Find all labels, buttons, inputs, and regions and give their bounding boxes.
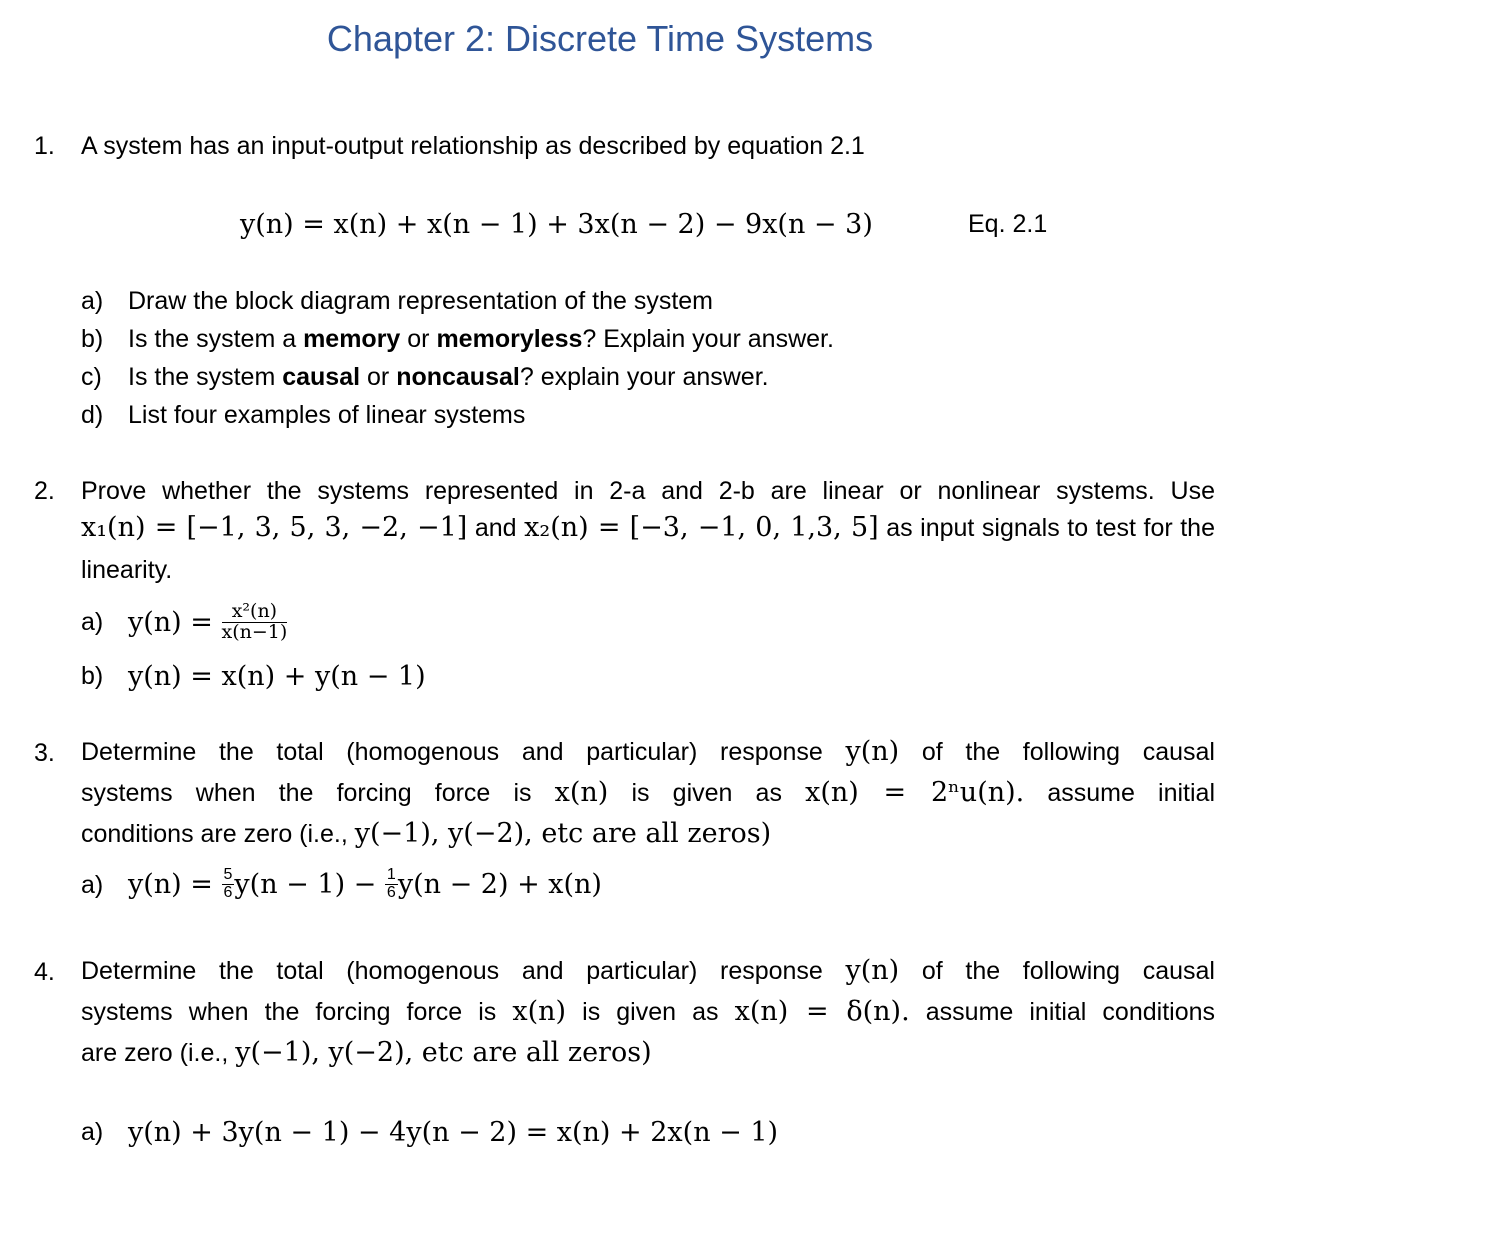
q3-part-a-label: a) <box>81 871 104 899</box>
q2-part-a-fraction: $\frac{\text{x²(n)}}{x(n-1)}$ <box>221 599 288 643</box>
q1-equation-label: Eq. 2.1 <box>968 210 1048 238</box>
q1-part-a-label: a) <box>81 287 104 315</box>
q3-part-a-equation: y(n) = $\frac{5}{6}$ y(n − 1) − $\frac{1}{6}$ y(n − 2) + x(n) <box>128 865 602 901</box>
q1-part-a: Draw the block diagram representation of the system <box>128 287 713 315</box>
q1-equation: y(n) = x(n) + x(n − 1) + 3x(n − 2) − 9x(n − 3) <box>240 209 873 240</box>
q2-part-b-label: b) <box>81 662 104 690</box>
q2-part-a-equation: y(n) = $\frac{\text{x²(n)}}{x(n-1)}$ <box>128 599 288 643</box>
q4-part-a-label: a) <box>81 1118 104 1146</box>
q2-part-a-label: a) <box>81 608 104 636</box>
q4-line-1: Determine the total (homogenous and particular) response y(n) of the following causal <box>81 955 1215 986</box>
q1-part-b-label: b) <box>81 325 104 353</box>
q2-part-b-equation: y(n) = x(n) + y(n − 1) <box>128 661 426 692</box>
q1-number: 1. <box>34 132 55 160</box>
q4-line-3: are zero (i.e., y(−1), y(−2), etc are all zeros) <box>81 1037 652 1068</box>
q3-fraction-5-6: $\frac{5}{6}$ <box>223 865 233 901</box>
q3-line-3: conditions are zero (i.e., y(−1), y(−2), etc are all zeros) <box>81 818 772 849</box>
q2-line-2: x₁(n) = [−1, 3, 5, 3, −2, −1] and x₂(n) = [−3, −1, 0, 1,3, 5] as input signals to test for the <box>81 512 1215 543</box>
q2-x2: x₂(n) = [−3, −1, 0, 1,3, 5] <box>524 512 879 543</box>
q1-part-b: Is the system a memory or memoryless? Explain your answer. <box>128 325 834 353</box>
q1-part-c-label: c) <box>81 363 102 391</box>
q2-number: 2. <box>34 477 55 505</box>
page-title: Chapter 2: Discrete Time Systems <box>326 18 874 59</box>
q3-fraction-1-6: $\frac{1}{6}$ <box>386 865 396 901</box>
q2-x1: x₁(n) = [−1, 3, 5, 3, −2, −1] <box>81 512 468 543</box>
q1-part-c: Is the system causal or noncausal? explain your answer. <box>128 363 769 391</box>
q3-line-1: Determine the total (homogenous and particular) response y(n) of the following causal <box>81 736 1215 767</box>
q4-part-a-equation: y(n) + 3y(n − 1) − 4y(n − 2) = x(n) + 2x(n − 1) <box>128 1117 779 1148</box>
q4-line-2: systems when the forcing force is x(n) is given as x(n) = δ(n). assume initial conditions <box>81 996 1216 1027</box>
q2-line-3: linearity. <box>81 556 173 584</box>
q1-text: A system has an input-output relationship as described by equation 2.1 <box>81 132 865 160</box>
q1-part-d: List four examples of linear systems <box>128 401 526 429</box>
q3-number: 3. <box>34 739 55 767</box>
q4-number: 4. <box>34 958 55 986</box>
q1-part-d-label: d) <box>81 401 104 429</box>
q3-line-2: systems when the forcing force is x(n) is given as x(n) = 2ⁿu(n). assume initial <box>81 777 1216 808</box>
q2-line-1: Prove whether the systems represented in 2-a and 2-b are linear or nonlinear systems. Use <box>81 477 1215 505</box>
